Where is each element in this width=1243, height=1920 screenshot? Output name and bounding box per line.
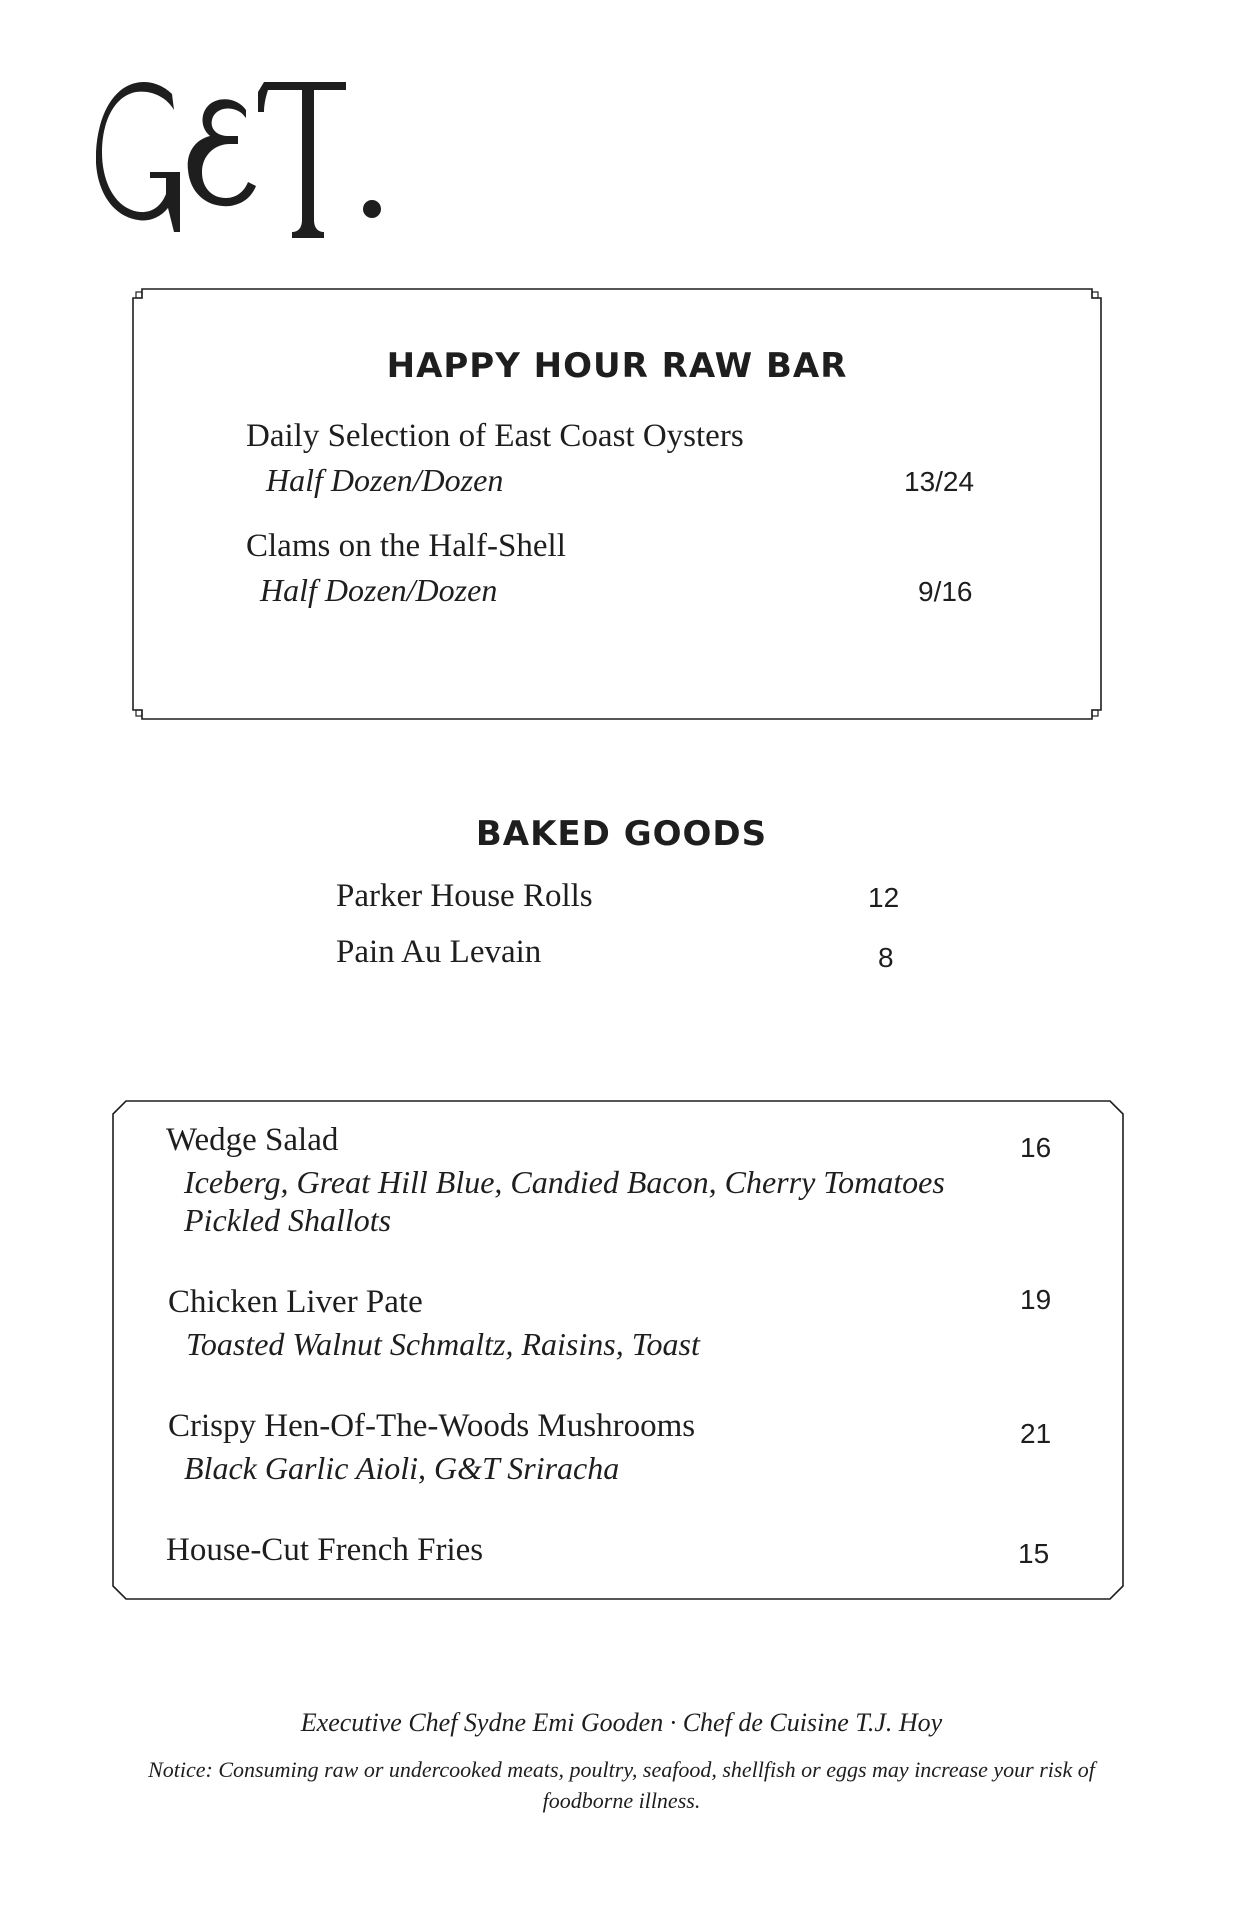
menu-item-price: 8	[878, 942, 894, 973]
raw-bar-title: HAPPY HOUR RAW BAR	[386, 346, 848, 386]
menu-item-price: 13/24	[904, 466, 975, 497]
menu-item-name: Wedge Salad	[166, 1122, 339, 1158]
menu-item-desc: Half Dozen/Dozen	[266, 462, 504, 498]
menu-item-desc: Iceberg, Great Hill Blue, Candied Bacon, Cherry Tomatoes	[184, 1164, 945, 1200]
menu-item-price: 9/16	[918, 576, 973, 607]
menu-item-name: Clams on the Half-Shell	[246, 528, 566, 564]
menu-item-name: Daily Selection of East Coast Oysters	[246, 418, 744, 454]
menu-item-price: 19	[1020, 1284, 1052, 1315]
brand-logo	[96, 82, 396, 242]
health-notice: Notice: Consuming raw or undercooked meats, poultry, seafood, shellfish or eggs may increase your risk of foodborne illness.	[148, 1757, 1095, 1813]
baked-goods-title: BAKED GOODS	[475, 814, 768, 854]
menu-item-name: House-Cut French Fries	[166, 1532, 484, 1568]
menu-item-desc: Half Dozen/Dozen	[260, 572, 498, 608]
menu-item-price: 21	[1020, 1418, 1052, 1449]
menu-item-name: Pain Au Levain	[336, 934, 542, 970]
menu-item-desc: Black Garlic Aioli, G&T Sriracha	[184, 1450, 620, 1486]
menu-item-name: Parker House Rolls	[336, 878, 593, 914]
menu-item-desc: Pickled Shallots	[184, 1202, 392, 1238]
menu-item-desc: Toasted Walnut Schmaltz, Raisins, Toast	[186, 1326, 700, 1362]
chef-credits: Executive Chef Sydne Emi Gooden · Chef de Cuisine T.J. Hoy	[300, 1708, 943, 1737]
menu-item-price: 16	[1020, 1132, 1052, 1163]
menu-item-price: 12	[868, 882, 900, 913]
menu-item-name: Chicken Liver Pate	[168, 1284, 423, 1320]
menu-item-name: Crispy Hen-Of-The-Woods Mushrooms	[168, 1408, 696, 1444]
menu-item-price: 15	[1018, 1538, 1050, 1569]
